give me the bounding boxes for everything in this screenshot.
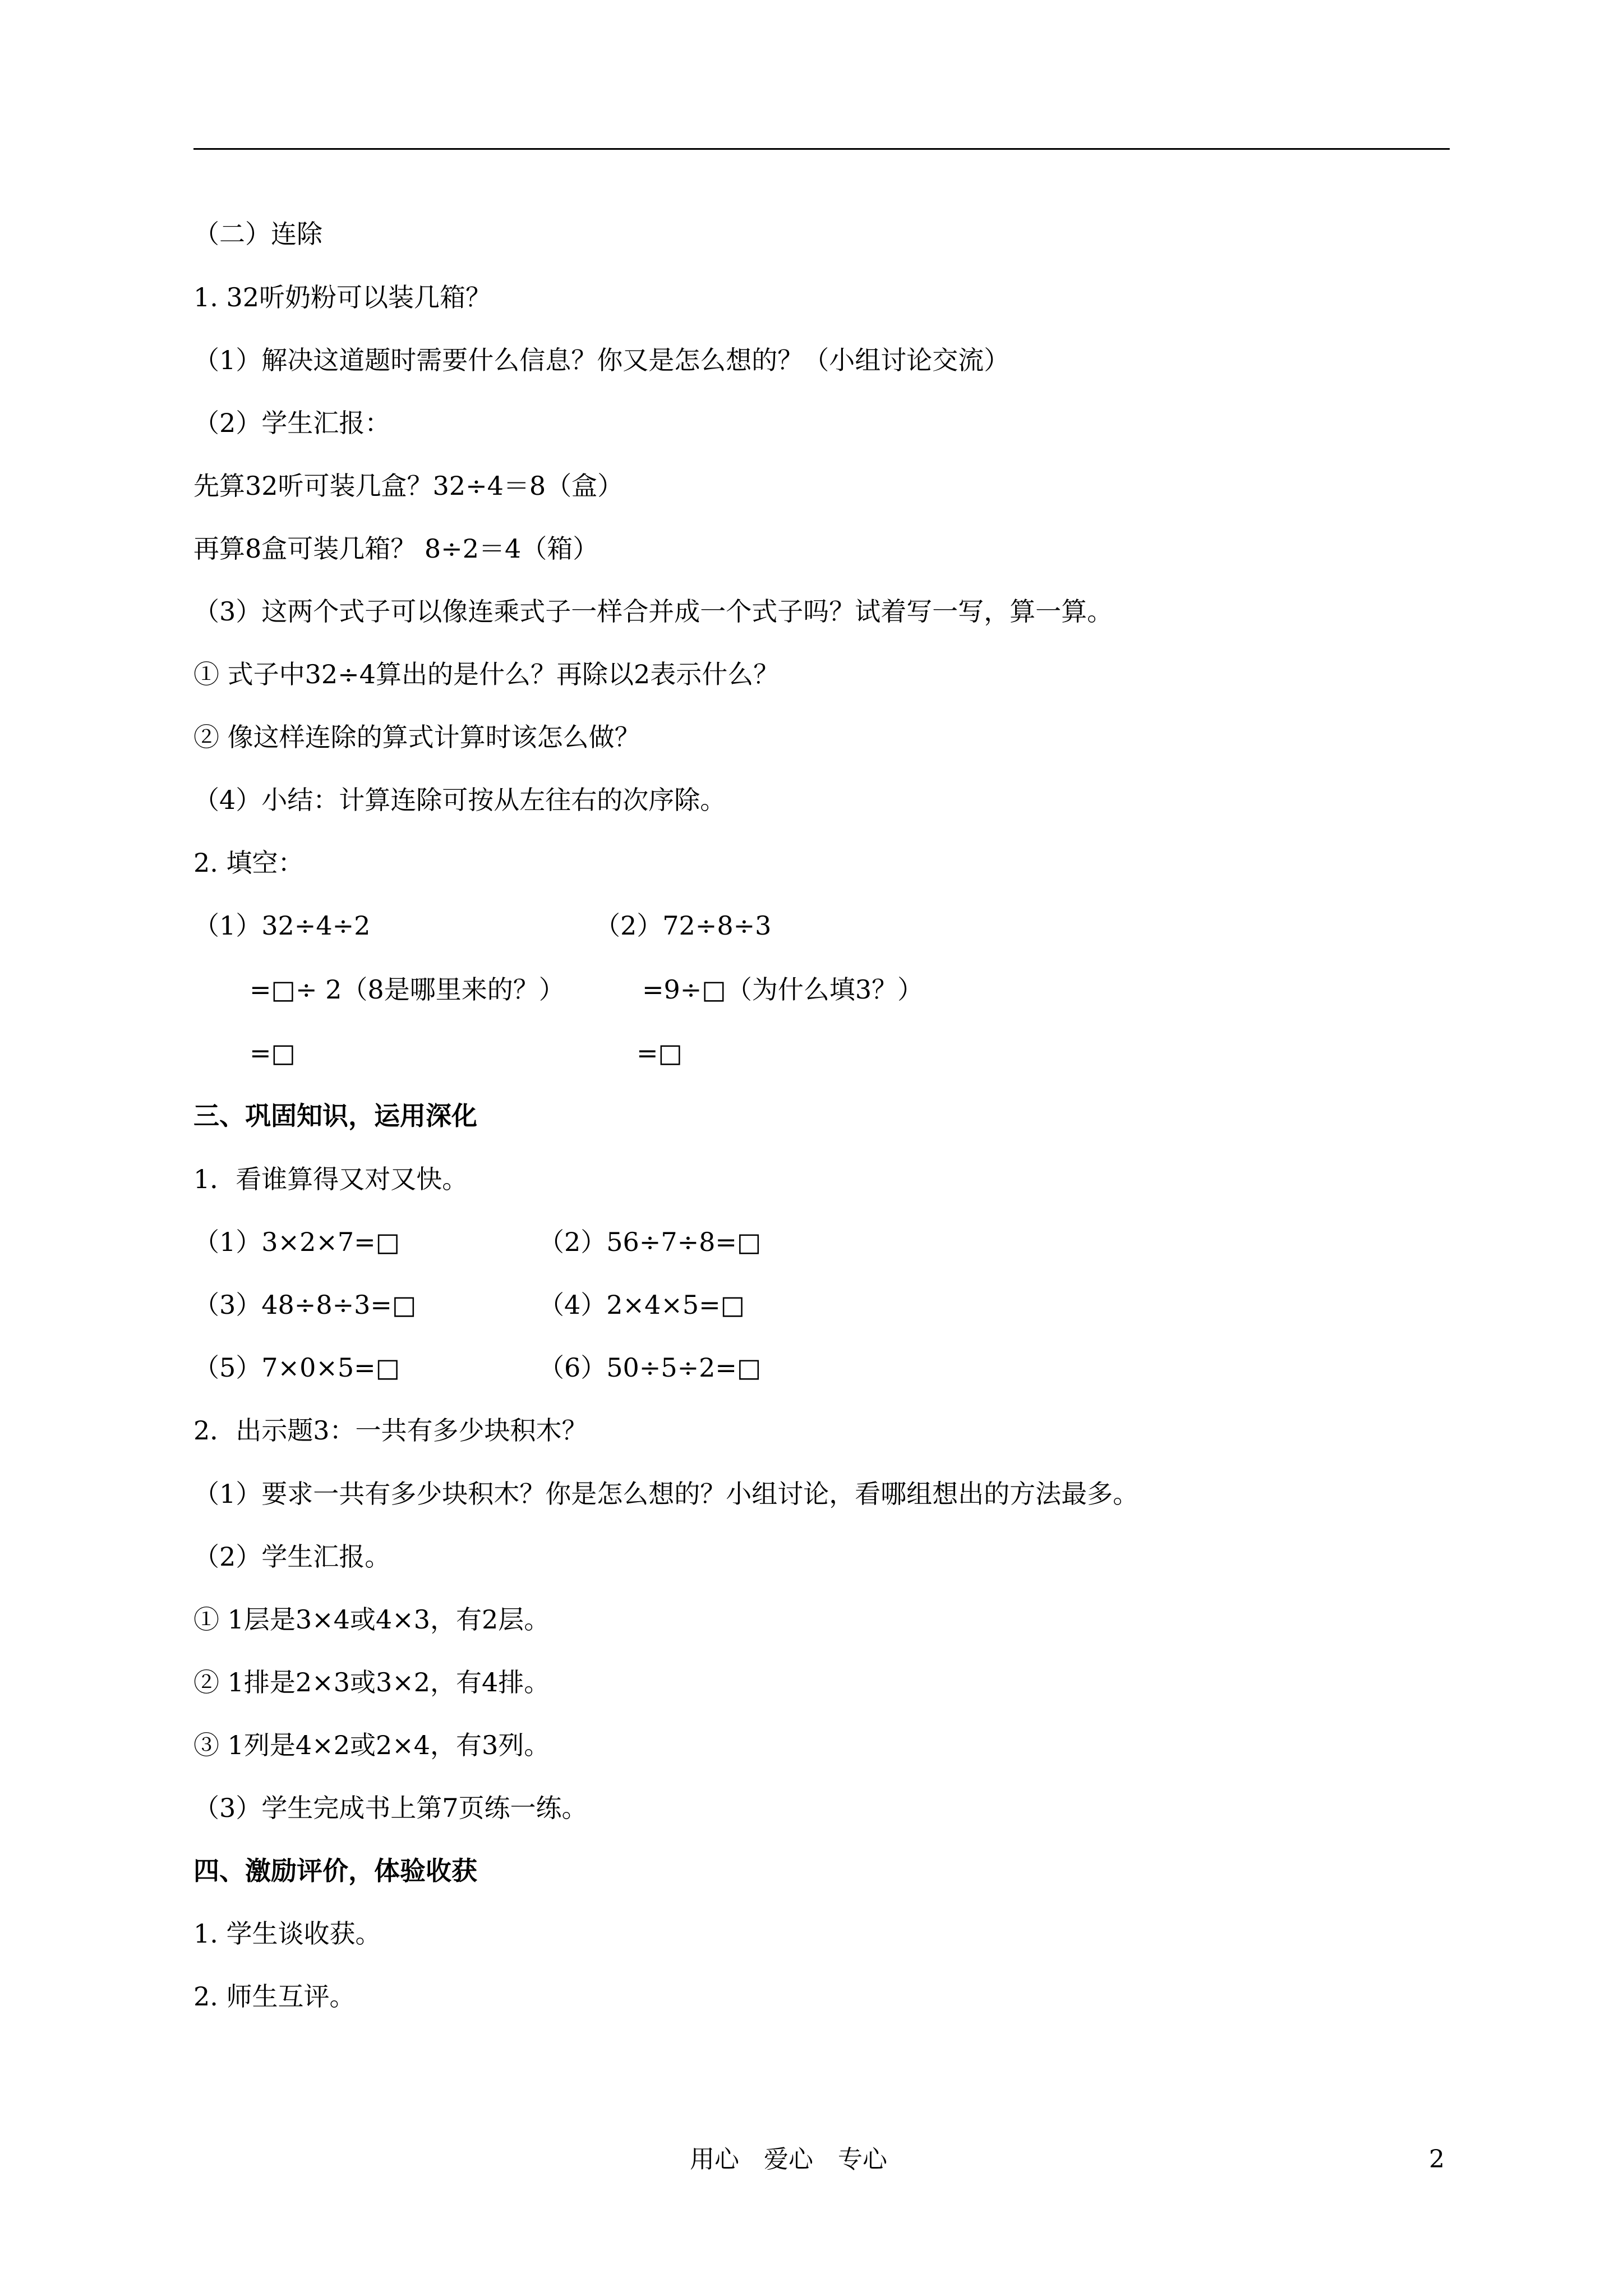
step-3: （3）这两个式子可以像连乘式子一样合并成一个式子吗？试着写一写，算一算。 [193,596,1113,627]
q2-line-5: ③ 1列是4×2或2×4，有3列。 [193,1730,550,1760]
question-circle-2: ② 像这样连除的算式计算时该怎么做？ [193,722,640,752]
fill-row1-right: （2）72÷8÷3 [594,910,772,941]
question-circle-1: ① 式子中32÷4算出的是什么？再除以2表示什么？ [193,659,780,689]
calc-second: 再算8盒可装几箱？ 8÷2＝4（箱） [193,533,599,564]
exercise-6: （6）50÷5÷2=□ [538,1352,762,1383]
section3-q1: 1．看谁算得又对又快。 [193,1164,468,1194]
page-number: 2 [1429,2145,1445,2174]
section4-heading: 四、激励评价，体验收获 [193,1856,477,1886]
exercise-4: （4）2×4×5=□ [538,1290,745,1320]
fill-row3-right: =□ [637,1038,683,1068]
fill-row2-left: =□÷ 2（8是哪里来的？） [250,974,565,1005]
calc-first: 先算32听可装几盒？32÷4＝8（盒） [193,471,624,501]
problem-1: 1. 32听奶粉可以装几箱？ [193,282,492,312]
q2-line-3: ① 1层是3×4或4×3，有2层。 [193,1604,550,1635]
q2-line-6: （3）学生完成书上第7页练一练。 [193,1793,588,1823]
step-2: （2）学生汇报： [193,408,391,438]
step-1: （1）解决这道题时需要什么信息？你又是怎么想的？（小组讨论交流） [193,345,1010,375]
fill-row2-right: =9÷□（为什么填3？） [642,974,924,1005]
header-rule [193,148,1450,150]
section3-q2: 2．出示题3：一共有多少块积木？ [193,1415,588,1446]
footer-motto: 用心 爱心 专心 [690,2145,887,2174]
q2-line-4: ② 1排是2×3或3×2，有4排。 [193,1667,550,1697]
exercise-3: （3）48÷8÷3=□ [193,1290,417,1320]
subsection-title: （二）连除 [193,219,322,249]
fill-title: 2. 填空： [193,848,304,878]
fill-row3-left: =□ [250,1038,296,1068]
section3-heading: 三、巩固知识，运用深化 [193,1101,477,1131]
section4-item-1: 1. 学生谈收获。 [193,1918,381,1949]
q2-line-1: （1）要求一共有多少块积木？你是怎么想的？小组讨论，看哪组想出的方法最多。 [193,1479,1139,1509]
section4-item-2: 2. 师生互评。 [193,1981,356,2012]
exercise-1: （1）3×2×7=□ [193,1227,400,1257]
summary: （4）小结：计算连除可按从左往右的次序除。 [193,785,726,815]
q2-line-2: （2）学生汇报。 [193,1542,391,1572]
exercise-2: （2）56÷7÷8=□ [538,1227,762,1257]
fill-row1-left: （1）32÷4÷2 [193,910,371,941]
exercise-5: （5）7×0×5=□ [193,1352,400,1383]
